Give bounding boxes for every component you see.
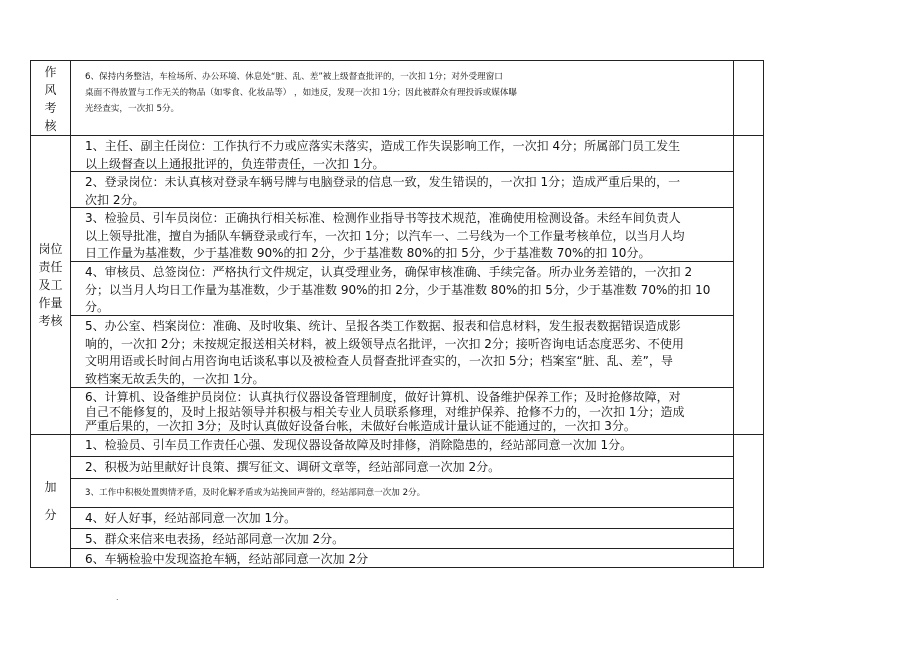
score-cell — [734, 435, 764, 568]
section-label-jiafen — [31, 435, 71, 568]
rule-text: 以上级督查以上通报批评的，负连带责任，一次扣 1分。 — [85, 156, 385, 171]
rule-text: 4、好人好事，经站部同意一次加 1分。 — [85, 511, 297, 525]
rule-text: 次扣 2分。 — [85, 192, 145, 207]
rule-row-r13 — [71, 549, 734, 568]
rule-text: 2、积极为站里献好计良策、撰写征文、调研文章等，经站部同意一次加 2分。 — [85, 460, 501, 474]
rule-row-r2 — [71, 136, 734, 172]
rule-text: 6、保持内务整洁，车检场所、办公环境、休息处“脏、乱、差”被上级督查批评的，一次扣 1分；对外受理窗口 — [85, 72, 503, 82]
rule-text: 分。 — [85, 300, 110, 314]
rule-row-r7 — [71, 388, 734, 435]
rule-text: 1、主任、副主任岗位：工作执行不力或应落实未落实，造成工作失误影响工作，一次扣 4分；所属部门员工发生 — [85, 139, 681, 153]
rule-text: 以上领导批准，擅自为插队车辆登录或行车，一次扣 1分；以汽车一、二号线为一个工作量考核单位，以当月人均 — [85, 228, 685, 243]
rule-row-r9 — [71, 457, 734, 479]
label-line: 考 — [44, 101, 57, 115]
label-line: 责任 — [38, 260, 63, 274]
label-line: 作 — [44, 65, 57, 79]
label-line: 风 — [44, 83, 57, 97]
rule-row-r10 — [71, 479, 734, 508]
rule-text: 6、车辆检验中发现盗抢车辆，经站部同意一次加 2分 — [85, 552, 369, 566]
label-line: 加 — [44, 480, 57, 494]
rule-text: 4、审核员、总签岗位：严格执行文件规定，认真受理业务，确保审核准确、手续完备。所办业务差错的，一次扣 2 — [85, 265, 693, 279]
rule-text: 日工作量为基准数，少于基准数 90%的扣 2分，少于基准数 80%的扣 5分，少于基准数 70%的扣 10分。 — [85, 246, 651, 260]
rule-row-r11 — [71, 508, 734, 529]
rule-text: 1、检验员、引车员工作责任心强、发现仪器设备故障及时排修，消除隐患的，经站部同意一次加 1分。 — [85, 438, 633, 452]
label-line: 及工 — [38, 278, 63, 292]
score-cell — [734, 136, 764, 435]
rule-text: 3、检验员、引车员岗位：正确执行相关标准、检测作业指导书等技术规范，准确使用检测设备。未经车间负责人 — [85, 211, 681, 225]
rule-text: 光经查实，一次扣 5分。 — [85, 104, 180, 114]
label-line: 核 — [44, 119, 57, 133]
section-label-gangwei — [31, 136, 71, 435]
rule-text: 桌面不得放置与工作无关的物品（如零食、化妆品等） ，如违反，发现一次扣 1分；因此被群众有理投诉或媒体曝 — [85, 88, 518, 98]
rule-row-r6 — [71, 316, 734, 388]
footer-mark: . — [116, 593, 119, 602]
rules-table — [30, 60, 764, 568]
rule-row-r8 — [71, 435, 734, 457]
rule-text: 严重后果的，一次扣 3分；及时认真做好设备台帐，未做好台帐造成计量认证不能通过的，一次扣 3分。 — [85, 419, 636, 433]
rule-row-r1 — [71, 61, 734, 136]
rule-text: 5、办公室、档案岗位：准确、及时收集、统计、呈报各类工作数据、报表和信息材料，发生报表数据错误造成影 — [85, 319, 681, 333]
rule-row-r4 — [71, 208, 734, 262]
rule-text: 致档案无故丢失的，一次扣 1分。 — [85, 371, 265, 386]
rule-text: 自己不能修复的，及时上报站领导并积极与相关专业人员联系修理，对维护保养、抢修不力的，一次扣 1分；造成 — [85, 404, 685, 419]
rule-text: 5、群众来信来电表扬，经站部同意一次加 2分。 — [85, 532, 345, 546]
rule-text: 响的，一次扣 2分；未按规定报送相关材料，被上级领导点名批评，一次扣 2分；接听咨询电话态度恶劣、不使用 — [85, 336, 684, 351]
rule-row-r12 — [71, 529, 734, 549]
rule-text: 文明用语或长时间占用咨询电话谈私事以及被检查人员督查批评查实的，一次扣 5分；档案室“脏、乱、差”，导 — [85, 354, 673, 368]
rule-text: 2、登录岗位：未认真核对登录车辆号牌与电脑登录的信息一致，发生错误的，一次扣 1分；造成严重后果的，一 — [85, 175, 681, 189]
rule-text: 6、计算机、设备维护员岗位：认真执行仪器设备管理制度，做好计算机、设备维护保养工作；及时抢修故障，对 — [85, 390, 681, 404]
score-cell — [734, 61, 764, 136]
label-line: 岗位 — [38, 242, 63, 256]
rule-row-r5 — [71, 262, 734, 316]
rule-text: 分；以当月人均日工作量为基准数，少于基准数 90%的扣 2分，少于基准数 80%的扣 5分，少于基准数 70%的扣 10 — [85, 282, 711, 297]
rule-text: 3、工作中积极处置舆情矛盾，及时化解矛盾或为站挽回声誉的，经站部同意一次加 2分。 — [85, 488, 426, 498]
label-line: 考核 — [38, 314, 63, 328]
rule-row-r3 — [71, 172, 734, 208]
label-line: 分 — [44, 508, 57, 522]
label-line: 作量 — [38, 296, 63, 310]
section-label-zuofeng — [31, 61, 71, 136]
